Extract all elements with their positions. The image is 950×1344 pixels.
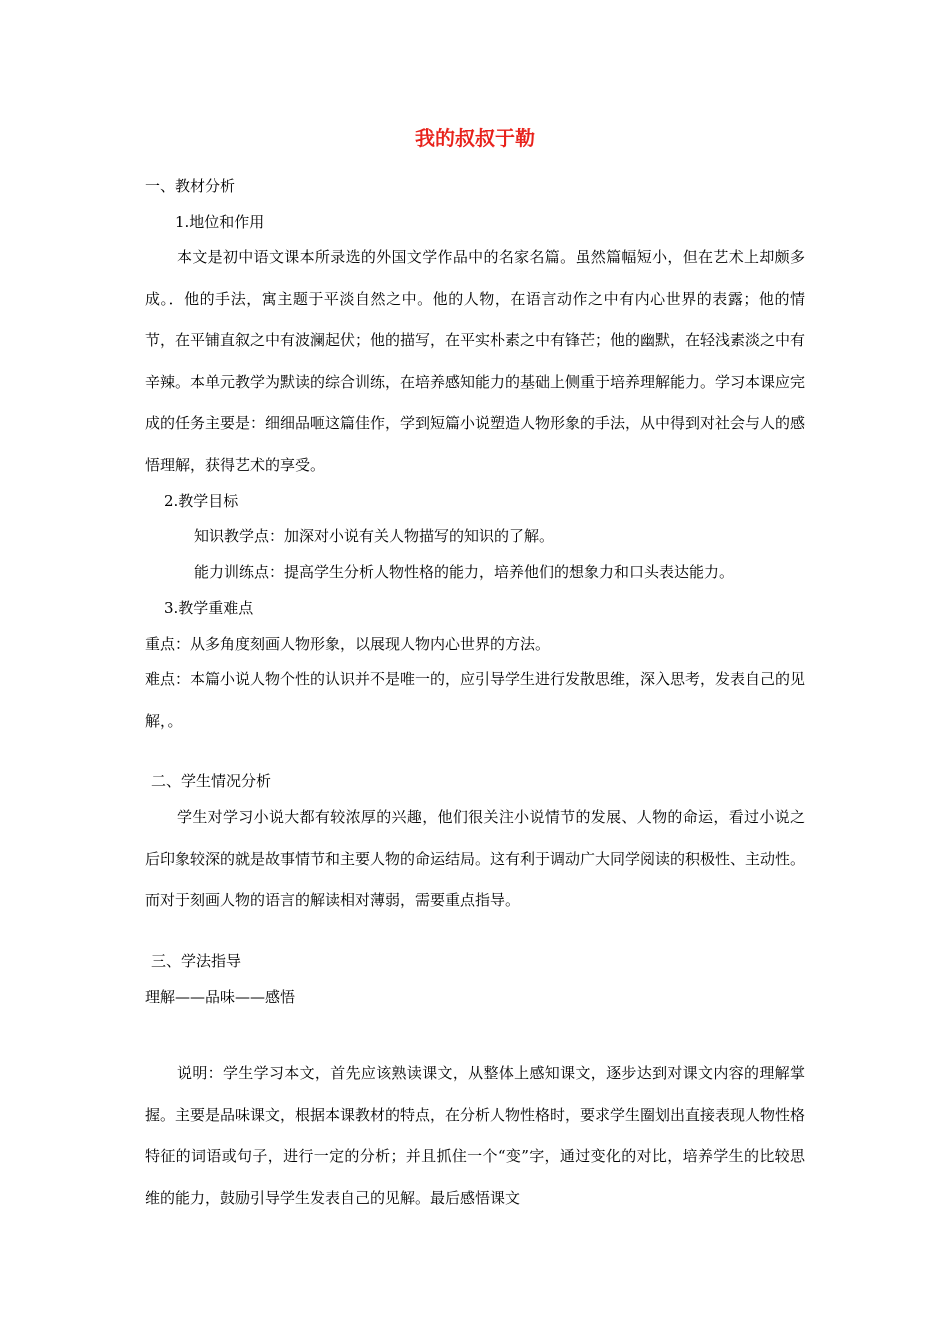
document-title: 我的叔叔于勒 (415, 126, 535, 150)
subheading-position-and-role: 1.地位和作用 (175, 213, 265, 231)
section-heading-study-method: 三、学法指导 (151, 952, 242, 970)
paragraph-student-analysis: 学生对学习小说大都有较浓厚的兴趣，他们很关注小说情节的发展、人物的命运，看过小说之后印象较深的就是故事情节和主要人物的命运结局。这有利于调动广大同学阅读的积极性、主动性。而对于刻画人物的语言的解读相对薄弱，需要重点指导。 (145, 808, 806, 909)
goal-knowledge: 知识教学点：加深对小说有关人物描写的知识的了解。 (194, 527, 555, 545)
difficult-point: 难点：本篇小说人物个性的认识并不是唯一的，应引导学生进行发散思维，深入思考，发表自己的见解，。 (145, 670, 806, 730)
goal-ability: 能力训练点：提高学生分析人物性格的能力，培养他们的想象力和口头表达能力。 (194, 563, 735, 581)
section-heading-textbook-analysis: 一、教材分析 (145, 177, 236, 195)
key-point: 重点：从多角度刻画人物形象，以展现人物内心世界的方法。 (145, 635, 551, 653)
paragraph-position-and-role: 本文是初中语文课本所录选的外国文学作品中的名家名篇。虽然篇幅短小，但在艺术上却颇多成。．他的手法，寓主题于平淡自然之中。他的人物，在语言动作之中有内心世界的表露；他的情节，在平铺直叙之中有波澜起伏；他的描写，在平实朴素之中有锋芒；他的幽默，在轻浅素淡之中有辛辣。本单元教学为默读的综合训练，在培养感知能力的基础上侧重于培养理解能力。学习本课应完成的任务主要是：细细品咂这篇佳作，学到短篇小说塑造人物形象的手法，从中得到对社会与人的感悟理解，获得艺术的享受。 (145, 248, 806, 474)
subheading-key-and-difficult-points: 3.教学重难点 (164, 599, 254, 617)
section-heading-student-analysis: 二、学生情况分析 (151, 772, 272, 790)
subheading-teaching-goals: 2.教学目标 (164, 492, 239, 510)
paragraph-study-method-explanation: 说明：学生学习本文，首先应该熟读课文，从整体上感知课文，逐步达到对课文内容的理解掌握。主要是品味课文，根据本课教材的特点，在分析人物性格时，要求学生圈划出直接表现人物性格特征的词语或句子，进行一定的分析；并且抓住一个“变”字，通过变化的对比，培养学生的比较思维的能力，鼓励引导学生发表自己的见解。最后感悟课文 (145, 1064, 806, 1207)
study-method-steps: 理解——品味——感悟 (145, 988, 296, 1006)
